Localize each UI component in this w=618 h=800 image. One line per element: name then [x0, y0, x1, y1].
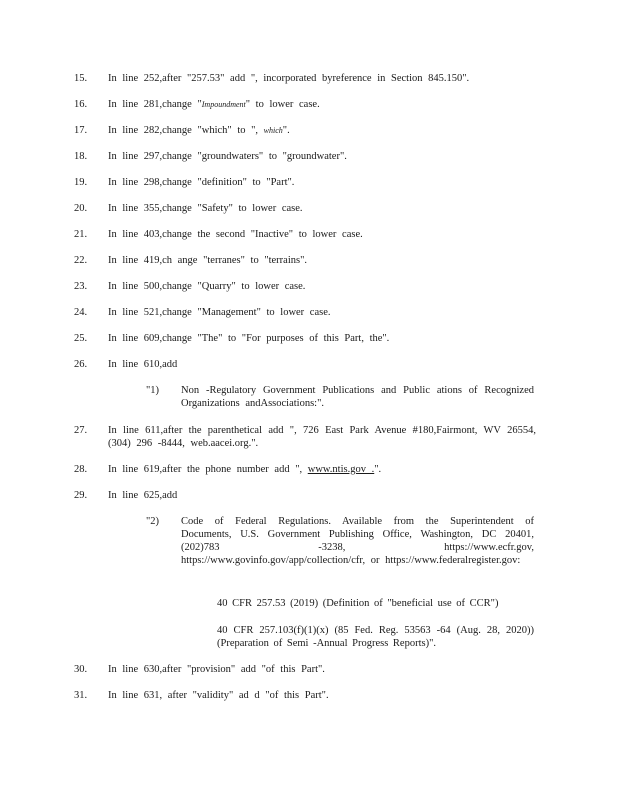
item-text: [108, 463, 536, 476]
item-text: In line 252,after "257.53" add ", incorporated byreference in Section 845.150".: [108, 73, 470, 84]
italic-term: which: [263, 126, 283, 135]
item-number: 24.: [74, 307, 88, 318]
item-text-pre: In line 619,after the phone number add ",: [108, 464, 308, 475]
item-number: 15.: [74, 73, 88, 84]
item-number: 25.: [74, 333, 88, 344]
item-text-post: ".: [374, 464, 382, 475]
item-text: In line 631, after "validity" ad d "of this Part".: [108, 690, 329, 701]
item-number: 23.: [74, 281, 88, 292]
item-text: In line 403,change the second "Inactive" to lower case.: [108, 229, 363, 240]
item-number: 16.: [74, 99, 88, 110]
item-text: In line 521,change "Management" to lower case.: [108, 307, 331, 318]
item-number: 30.: [74, 664, 88, 675]
item-text: [108, 124, 536, 137]
item-text-post: ".: [282, 125, 290, 136]
item-number: 27.: [74, 425, 88, 436]
item-number: 22.: [74, 255, 88, 266]
item-number: 29.: [74, 490, 88, 501]
item-text: In line 625,add: [108, 490, 178, 501]
item-text: In line 298,change "definition" to "Part".: [108, 177, 295, 188]
item-number: 18.: [74, 151, 88, 162]
subitem-marker: "2): [146, 516, 160, 527]
item-number: 31.: [74, 690, 88, 701]
item-text: [108, 98, 536, 111]
item-text: In line 355,change "Safety" to lower case.: [108, 203, 303, 214]
item-text-pre: In line 282,change "which" to ",: [108, 125, 264, 136]
item-number: 19.: [74, 177, 88, 188]
item-number: 17.: [74, 125, 88, 136]
cfr-citation: 40 CFR 257.103(f)(1)(x) (85 Fed. Reg. 53563 -64 (Aug. 28, 2020)) (Preparation of Semi -Annual Progress Reports)".: [217, 625, 534, 649]
italic-term: Impoundment: [201, 100, 246, 109]
item-text: In line 609,change "The" to "For purposes of this Part, the".: [108, 333, 390, 344]
cfr-citation: 40 CFR 257.53 (2019) (Definition of "beneficial use of CCR"): [217, 598, 499, 609]
item-text-post: " to lower case.: [245, 99, 320, 110]
subitem-text: Code of Federal Regulations. Available from the Superintendent of Documents, U.S. Government Publishing Office, Washington, DC 20401, (202)783 -3238, https://www.ecfr.gov, https://www.govinfo.gov/app/collection/cfr, or https://www.federalregister.gov:: [181, 516, 534, 566]
item-text: In line 419,ch ange "terranes" to "terrains".: [108, 255, 307, 266]
item-number: 20.: [74, 203, 88, 214]
item-text: In line 610,add: [108, 359, 178, 370]
item-text: In line 297,change "groundwaters" to "groundwater".: [108, 151, 347, 162]
item-number: 21.: [74, 229, 88, 240]
item-text: In line 611,after the parenthetical add ", 726 East Park Avenue #180,Fairmont, WV 26554, (304) 296 -8444, web.aacei.org.".: [108, 425, 536, 449]
item-text-pre: In line 281,change ": [108, 99, 202, 110]
item-text: In line 630,after "provision" add "of this Part".: [108, 664, 325, 675]
subitem-marker: "1): [146, 385, 160, 396]
item-number: 28.: [74, 464, 88, 475]
item-number: 26.: [74, 359, 88, 370]
item-text: In line 500,change "Quarry" to lower case.: [108, 281, 306, 292]
subitem-text: Non -Regulatory Government Publications and Public ations of Recognized Organizations andAssociations:".: [181, 385, 534, 409]
ntis-link[interactable]: www.ntis.gov .: [307, 464, 375, 475]
